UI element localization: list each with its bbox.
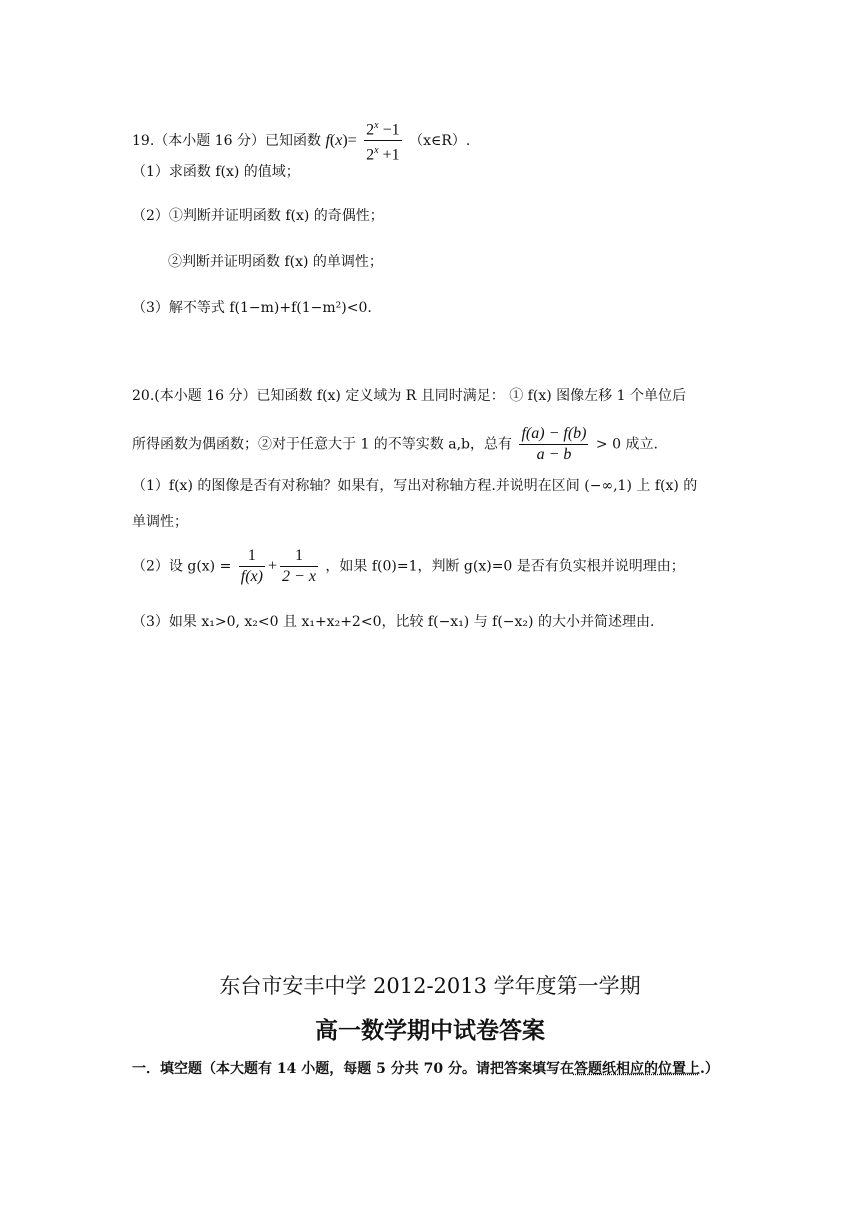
- q19-part3: （3）解不等式 f(1−m)+f(1−m²)<0.: [132, 300, 372, 316]
- q19-domain-note: （x∈R）.: [409, 132, 471, 149]
- section-1-emphasis: 答题纸相应的位置上: [573, 1061, 700, 1077]
- q20-part1a: （1）f(x) 的图像是否有对称轴？如果有，写出对称轴方程.并说明在区间 (−∞,1) 上 f(x) 的: [132, 478, 698, 494]
- q20-line2-text: 所得函数为偶函数；②对于任意大于 1 的不等实数 a,b，总有: [132, 436, 513, 453]
- section-1-text: 一．填空题（本大题有 14 小题，每题 5 分共 70 分。请把答案填写在: [132, 1061, 574, 1077]
- q20-line1: 20.(本小题 16 分）已知函数 f(x) 定义域为 R 且同时满足： ① f(x) 图像左移 1 个单位后: [132, 388, 686, 404]
- q19-part2a: （2）①判断并证明函数 f(x) 的奇偶性；: [132, 208, 384, 224]
- q20-frac-b: $\frac{1}{2 - x}$: [282, 547, 316, 585]
- q20-part1b: 单调性；: [132, 514, 188, 530]
- q19-fraction: $\frac{2^x -1}{2^x +1}$: [364, 116, 401, 166]
- q19-head-text: 19.（本小题 16 分）已知函数: [132, 132, 321, 149]
- section-1-end: .）: [699, 1061, 719, 1077]
- q20-line2: [132, 424, 658, 465]
- q20-frac-a: $\frac{1}{f(x)}$: [240, 547, 263, 585]
- q19-heading: 19.（本小题 16 分）已知函数 f(x)= $\frac{2^x -1}{2^x +1}$ （x∈R）.: [132, 116, 470, 166]
- school-title: 东台市安丰中学 2012-2013 学年度第一学期: [219, 974, 641, 998]
- answer-title: 高一数学期中试卷答案: [315, 1017, 545, 1044]
- q19-part1: （1）求函数 f(x) 的值域；: [132, 164, 300, 180]
- q19-fx: f: [325, 131, 330, 149]
- q19-part2b: ②判断并证明函数 f(x) 的单调性；: [168, 254, 383, 270]
- q20-fraction: $\frac{f(a) - f(b)}{a - b}$: [521, 425, 587, 463]
- q20-part3: （3）如果 x₁>0, x₂<0 且 x₁+x₂+2<0，比较 f(−x₁) 与 f(−x₂) 的大小并简述理由.: [132, 614, 655, 630]
- section-1-heading: [132, 1058, 719, 1078]
- q20-part2: （2）设 g(x) = $\frac{1}{f(x)}$ + $\frac{1}{2 - x}$ ，如果 f(0)=1，判断 g(x)=0 是否有负实根并说明理由；: [132, 547, 685, 585]
- q20-part2-lead: （2）设 g(x) =: [132, 558, 232, 575]
- q20-part2-text: ，如果 f(0)=1，判断 g(x)=0 是否有负实根并说明理由；: [325, 558, 685, 575]
- q20-line2-end: > 0 成立.: [595, 436, 658, 453]
